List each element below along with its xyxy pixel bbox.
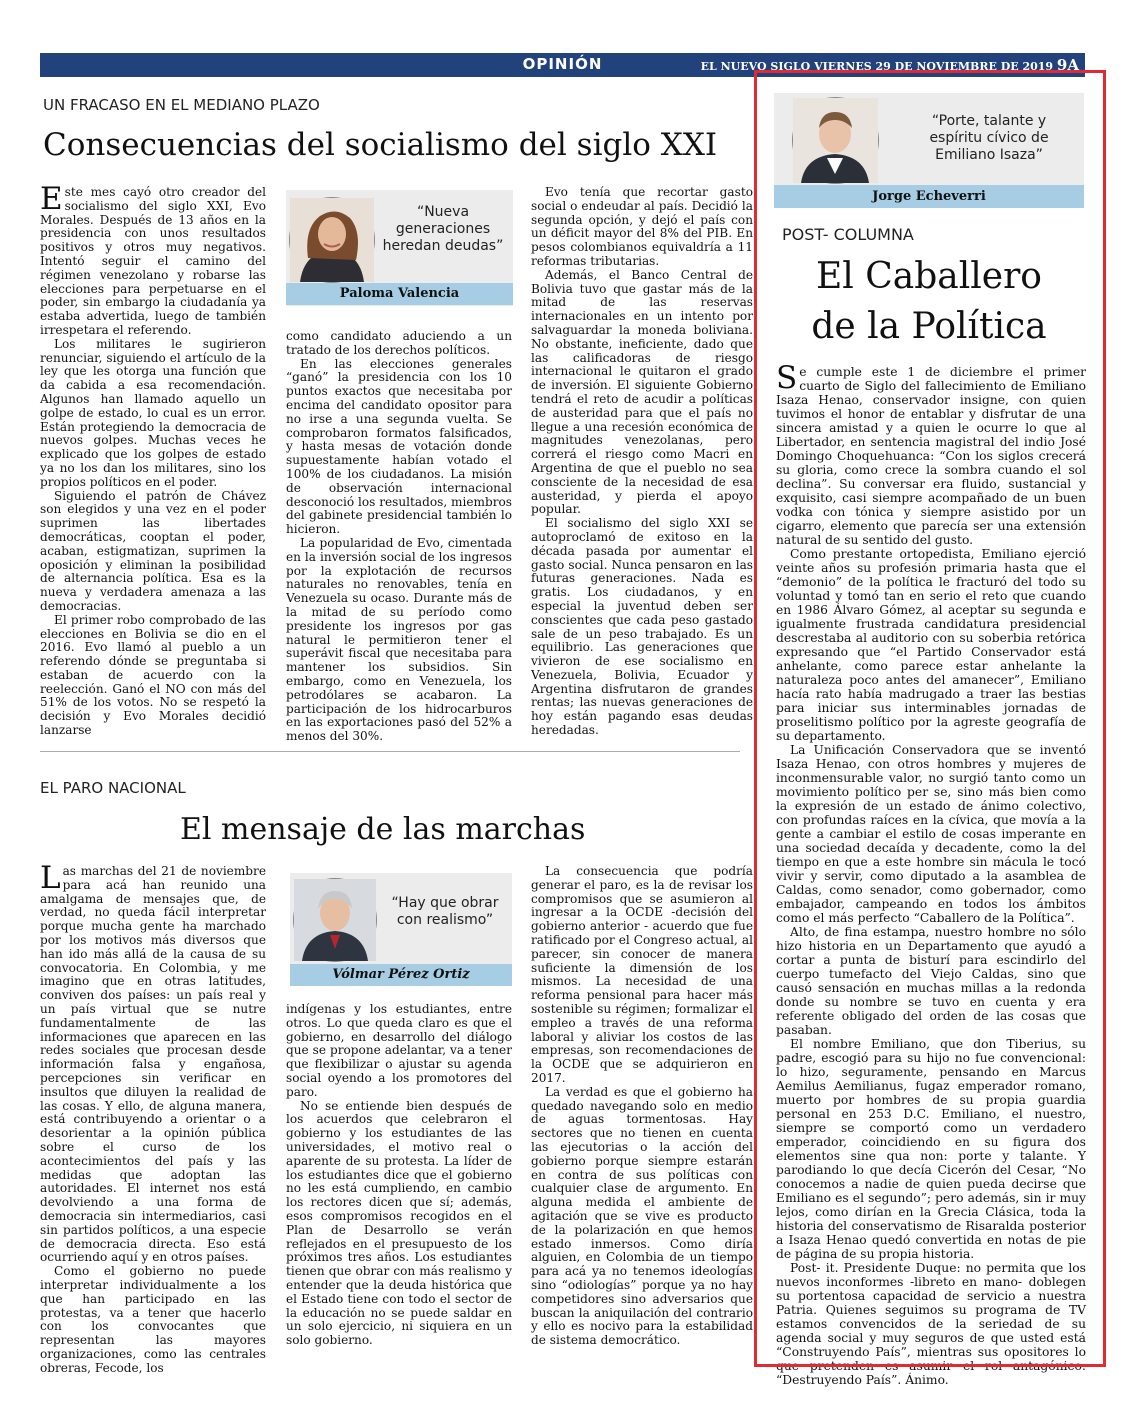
paragraph: La popularidad de Evo, cimentada en la inversión social de los ingresos por la explotación de recursos naturales no renovables, tenía en Venezuela su ocaso. Durante más de la mitad de su período como presidente los ingresos por gas natural le permitieron tener el superávit fiscal que necesitaba para mantener los subsidios. Sin embargo, como en Venezuela, los petrodólares se acabaron. La participación de los hidrocarburos en las exportaciones pasó del 52% a menos del 30%. xyxy=(286,535,512,744)
highlight-frame xyxy=(754,70,1106,1367)
paragraph: No se entiende bien después de los acuerdos que celebraron el gobierno y los estudiantes de las universidades, el motivo real o aparente de su protesta. La líder de los estudiantes dice que el gobierno no les está cumpliendo, en cambio los rectores dicen que sí; además, esos compromisos recogidos en el Plan de Desarrollo se verán reflejados en el presupuesto de los próximos tres años. Los estudiantes tienen que obrar con más realismo y entender que la deuda histórica que el Estado tiene con todo el sector de la educación no se puede saldar en un solo ejercicio, ni siquiera en un solo gobierno. xyxy=(286,1098,512,1348)
paragraph: El primer robo comprobado de las elecciones en Bolivia se dio en el 2016. Evo llamó al pueblo a un referendo dónde se preguntaba si estaban de acuerdo con la reelección. Ganó el NO con más del 51% de los votos. No se respetó la decisión y Evo Morales decidió lanzarse xyxy=(40,612,266,738)
drop-cap: S xyxy=(776,360,798,396)
article-divider xyxy=(40,751,740,752)
pull-quote: “Hay que obrar con realismo” xyxy=(391,895,499,928)
author-name: Paloma Valencia xyxy=(286,283,513,305)
page-number: 9A xyxy=(1056,56,1079,74)
paragraph: La verdad es que el gobierno ha quedado navegando solo en medio de aguas tormentosas. Hay sectores que no tienen en cuenta las ejecutorias o la acción del gobierno porque siempre estarán en contra de sus políticas con cualquier clase de argumento. En alguna medida el ambiente de agitación que se vive es producto de la polarización en que hemos estado inmersos. Como diría alguien, en Colombia de un tiempo para acá ya no tenemos ideologías sino “odiologías” porque ya no hay competidores sino adversarios que buscan la aniquilación del contrario y ello es nocivo para la estabilidad de sistema democrático. xyxy=(531,1084,753,1348)
paragraph: ste mes cayó otro creador del socialismo del siglo XXI, Evo Morales. Después de 13 años en la presidencia con unos resultados positivos y otros muy negativos. Intentó seguir el camino del régimen venezolano y robarse las elecciones para perpetuarse en el poder, sin embargo la ciudadanía ya estaba advertida, luego de también irrespetara el referendo. xyxy=(40,185,266,337)
masthead-name: EL NUEVO SIGLO xyxy=(700,60,811,73)
paragraph: En las elecciones generales “ganó” la presidencia con los 10 puntos exactos que necesitaba por encima del candidato opositor para no irse a una segunda vuelta. Se comprobaron formatos falsificados, y hasta mesas de votación donde supuestamente habían votado el 100% de los ciudadanos. La misión de observación internacional desconoció los resultados, miembros del gabinete presidencial también lo hicieron. xyxy=(286,356,512,537)
article3-headline-line-1: El Caballero xyxy=(816,256,1042,297)
paragraph: as marchas del 21 de noviembre para acá han reunido una amalgama de mensajes que, de verdad, no queda fácil interpretar porque mucha gente ha marchado por los motivos más diversos que han ido más allá de la causa de su convocatoria. En Colombia, y me imagino que en otras latitudes, conviven dos países: un país real y un país virtual que se nutre fundamentalmente de las informaciones que aparecen en las redes sociales que procesan desde información falsa y engañosa, percepciones sin verificar en insultos que diluyen la realidad de las cosas. Y ello, de alguna manera, está contribuyendo a orientar o a desorientar a la opinión pública sobre el curso de los acontecimientos del país y las medidas que adoptan las autoridades. El internet nos está devolviendo a una forma de democracia sin intermediarios, casi sin partidos políticos, a una especie de democracia directa. Eso está ocurriendo aquí y en otros países. xyxy=(40,864,266,1265)
article2-column-3 xyxy=(531,865,753,1355)
article1-column-1 xyxy=(40,181,266,738)
article3-headline-line-2: de la Política xyxy=(811,306,1047,347)
paragraph: Evo tenía que recortar gasto social o endeudar al país. Decidió la segunda opción, y dejó el país con un déficit mayor del 8% del PIB. En pesos colombianos equivaldría a 11 reformas tributarias. xyxy=(531,185,753,268)
paragraph: Post- it. Presidente Duque: no permita que los nuevos inconformes -libreto en mano- doblegen su portentosa capacidad de servicio a nuestra Patria. Quienes seguimos su programa de TV estamos convencidos de la seriedad de su agenda social y muy seguros de que usted está “Construyendo País”, mientras sus opositores lo que pretenden es asumir el rol antagónico: “Destruyendo País”. Ánimo. xyxy=(776,1261,1086,1387)
paragraph: La Unificación Conservadora que se inventó Isaza Henao, con otros hombres y mujeres de inconmensurable valor, no surgió tanto como un movimiento político per se, sino más bien como la expresión de un estado de ánimo colectivo, con profundas raíces en la cívica, que movía a la gente a cambiar el estilo de cosas imperante en una sociedad decaída y decadente, como la del tiempo en que a este hombre sin mácula le tocó vivir y servir, como diputado a la asamblea de Caldas, como senador, como gobernador, como embajador, campeando en todos los ámbitos como el más perfecto “Caballero de la Política”. xyxy=(776,743,1086,925)
pull-quote: “Nueva generaciones heredan deudas” xyxy=(382,204,504,254)
issue-date: VIERNES 29 DE NOVIEMBRE DE 2019 xyxy=(814,60,1054,73)
article1-column-3 xyxy=(531,186,753,736)
article2-kicker: EL PARO NACIONAL xyxy=(40,779,186,797)
paragraph: Los militares le sugirieron renunciar, siguiendo el artículo de la ley que les otorga una función que da cabida a esa recomendación. Algunos han llamado aquello un golpe de estado, lo cual es un error. Están protegiendo la democracia de nuevos golpes. Muchas veces he explicado que los golpes de estado ya no los dan los militares, sino los propios políticos en el poder. xyxy=(40,336,266,489)
author-photo xyxy=(289,197,375,283)
paragraph: indígenas y los estudiantes, entre otros. Lo que queda claro es que el gobierno, en desarrollo del diálogo que se propone adelantar, va a tener que flexibilizar o ajustar su agenda social oyendo a los promotores del paro. xyxy=(286,1002,512,1099)
article2-column-1 xyxy=(40,860,266,1375)
paragraph: como candidato aduciendo a un tratado de los derechos políticos. xyxy=(286,329,512,357)
article1-author-box xyxy=(286,190,513,306)
author-photo xyxy=(293,878,377,962)
drop-cap: L xyxy=(40,860,61,896)
article2-author-box xyxy=(290,873,512,986)
author-name: Vólmar Pérez Ortiz xyxy=(290,964,512,986)
paragraph: El socialismo del siglo XXI se autoproclamó de exitoso en la década pasada por aumentar el gasto social. Nunca pensaron en las futuras generaciones. Nada es gratis. Los ciudadanos, y en especial la juventud deben ser conscientes que cada peso gastado sale de un peso trabajado. Es un equilibrio. Las generaciones que vivieron de ese socialismo en Venezuela, Bolivia, Ecuador y Argentina disfrutaron de grandes rentas; las nuevas generaciones de hoy están pagando esas deudas heredadas. xyxy=(531,516,753,738)
article2-column-2 xyxy=(286,1003,512,1355)
article2-headline: El mensaje de las marchas xyxy=(180,812,586,847)
paragraph: El nombre Emiliano, que don Tiberius, su padre, escogió para su hijo no fue convencional: lo hizo, seguramente, pensando en Marcus Aemilus Aemilianus, fugaz emperador romano, muerto por hombres de su propia guardia personal en 253 D.C. Emiliano, el nuestro, siempre se comportó como un verdadero emperador, coincidiendo en su figura dos elementos sine qua non: porte y talante. Y parodiando lo que decía Cicerón del Cesar, “No conocemos a nadie de quien pueda decirse que Emiliano es el segundo”; pero además, sin ir muy lejos, como dirían en la Grecia Clásica, toda la historia del conservatismo de Risaralda posterior a Isaza Henao quedó convertida en notas de pie de página de su propia historia. xyxy=(776,1037,1086,1261)
article1-kicker: UN FRACASO EN EL MEDIANO PLAZO xyxy=(43,96,320,114)
article1-headline: Consecuencias del socialismo del siglo XXI xyxy=(43,127,718,163)
paragraph: Siguiendo el patrón de Chávez son elegidos y una vez en el poder suprimen las libertades democráticas, cooptan el poder, acaban, estigmatizan, suprimen la oposición y eliminan la posibilidad de alternancia política. Esa es la nueva y verdadera amenaza a las democracias. xyxy=(40,488,266,613)
article3-kicker: POST- COLUMNA xyxy=(782,225,914,244)
paragraph: e cumple este 1 de diciembre el primer cuarto de Siglo del fallecimiento de Emiliano Isaza Henao, conservador insigne, con quien tuvimos el honor de entablar y disfrutar de una sincera amistad y a quien le ocurre lo que al Libertador, en sentencia magistral del indio José Domingo Choquehuanca: “Con los siglos crecerá su gloria, como crece la sombra cuando el sol declina”. Su conversar era fluido, sustancial y exquisito, casi siempre acompañado de un buen vodka con tónica y siempre asistido por un cigarro, elemento que parecía ser una extensión natural de su sentido del gusto. xyxy=(776,365,1086,547)
paragraph: La consecuencia que podría generar el paro, es la de revisar los compromisos que se asumieron al ingresar a la OCDE -decisión del gobierno anterior - acuerdo que fue ratificado por el Congreso actual, al parecer, sin conocer de manera suficiente la dimensión de los mismos. La necesidad de una reforma pensional para hacer más sostenible su régimen; formalizar el empleo a través de una reforma laboral y aliviar los costos de las empresas, son recomendaciones de la OCDE que se adquirieron en 2017. xyxy=(531,864,753,1085)
article1-column-2 xyxy=(286,329,512,744)
paragraph: Además, el Banco Central de Bolivia tuvo que gastar más de la mitad de las reservas internacionales en un intento por salvaguardar la moneda boliviana. No obstante, ineficiente, dado que las calificadoras de riesgo internacional le quitaron el grado de inversión. El siguiente Gobierno tendrá el reto de acudir a políticas de austeridad para que el país no llegue a una recesión económica de magnitudes venezolanas, pero correrá el riesgo como Macri en Argentina de que el pueblo no sea consciente de la necesidad de esa austeridad, y pierda el apoyo popular. xyxy=(531,267,753,517)
section-name: OPINIÓN xyxy=(522,55,603,73)
paragraph: Alto, de fina estampa, nuestro hombre no sólo hizo historia en un Departamento que ayudó a cortar a punta de bisturí para escindirlo del cuerpo tumefacto del Viejo Caldas, sino que causó sensación en muchas millas a la redonda donde su nombre se tuvo en cuenta y era referente obligado del orden de las cosas que pasaban. xyxy=(776,925,1086,1037)
drop-cap: E xyxy=(40,181,63,217)
author-name: Jorge Echeverri xyxy=(774,185,1084,208)
pull-quote: “Porte, talante y espíritu cívico de Emiliano Isaza” xyxy=(929,113,1049,163)
paragraph: Como prestante ortopedista, Emiliano ejerció veinte años su profesión primaria hasta que el “demonio” de la política le fracturó del todo su voluntad y tomó tan en serio el reto que cuando en 1986 Álvaro Gómez, al aceptar su segunda e igualmente frustrada candidatura presidencial descrestaba al auditorio con su soberbia retórica expresando que “el Partido Conservador está anhelante, como parece estar anhelante la naturaleza poco antes del amanecer”, Emiliano hacía rato había madrugado a traer las bestias para iniciar sus interminables jornadas de proselitismo político por la agreste geografía de su departamento. xyxy=(776,547,1086,743)
paragraph: Como el gobierno no puede interpretar individualmente a los que han participado en las protestas, va a tener que hacerlo con los convocantes que representan las mayores organizaciones, como las centrales obreras, Fecode, los xyxy=(40,1264,266,1375)
